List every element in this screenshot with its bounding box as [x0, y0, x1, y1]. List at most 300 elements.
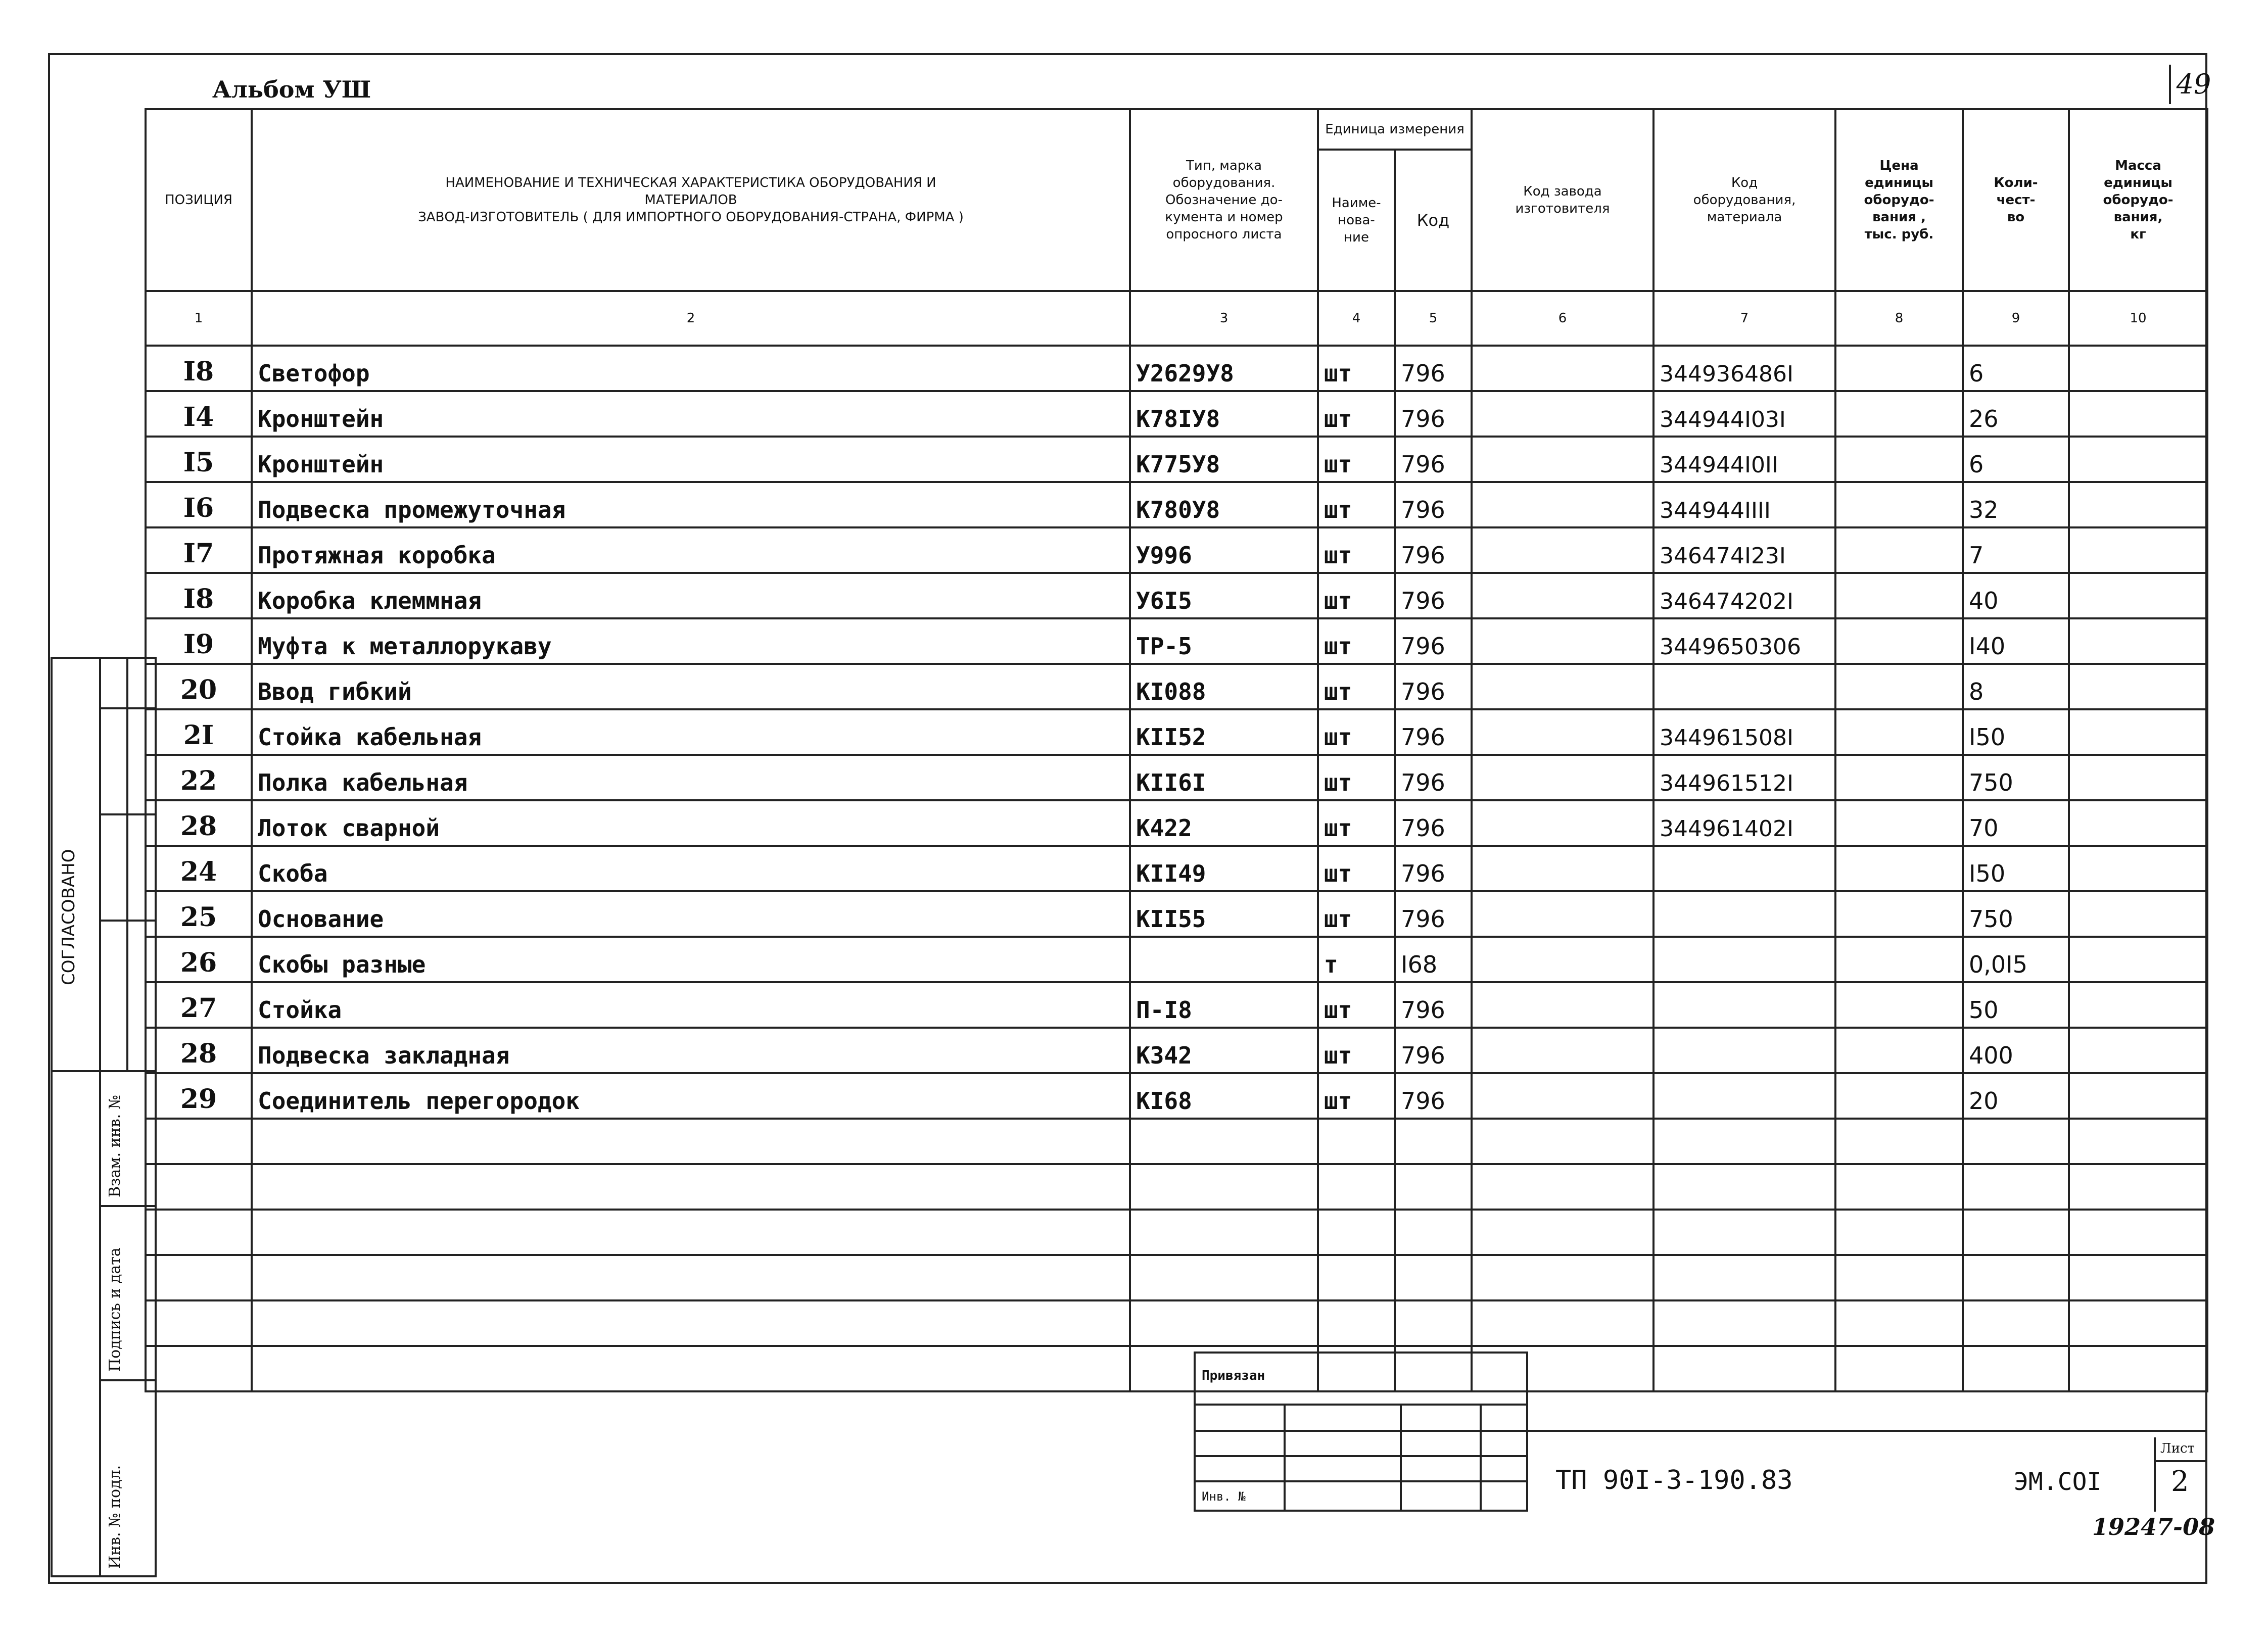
- blank-cell: [146, 1119, 252, 1164]
- name-cell: Муфта к металлорукаву: [252, 618, 1130, 664]
- quantity-cell: 400: [1963, 1028, 2069, 1073]
- table-row: [146, 846, 2207, 891]
- blank-cell: [1395, 1164, 1472, 1210]
- unit-code-cell: 796: [1395, 846, 1472, 891]
- title-block-line: [1194, 1480, 1528, 1482]
- blank-cell: [1318, 1119, 1395, 1164]
- header-factory-code: Код завода изготовителя: [1472, 109, 1653, 291]
- column-number-row: [146, 291, 2207, 346]
- material-code-cell: [1653, 937, 1835, 982]
- unit-code-cell: 796: [1395, 755, 1472, 800]
- blank-cell: [1653, 1255, 1835, 1300]
- position-cell: 22: [146, 755, 252, 800]
- table-row: [146, 937, 2207, 982]
- type-cell: К775У8: [1130, 437, 1318, 482]
- blank-cell: [1395, 1255, 1472, 1300]
- position-cell: 24: [146, 846, 252, 891]
- material-code-cell: [1653, 1028, 1835, 1073]
- table-row: [146, 527, 2207, 573]
- blank-cell: [2069, 1119, 2207, 1164]
- position-cell: 25: [146, 891, 252, 937]
- price-cell: [1835, 437, 1963, 482]
- price-cell: [1835, 1028, 1963, 1073]
- album-title: Альбом УШ: [212, 76, 371, 103]
- blank-cell: [2069, 1346, 2207, 1391]
- position-cell: I6: [146, 482, 252, 527]
- quantity-cell: 0,0I5: [1963, 937, 2069, 982]
- name-cell: Подвеска промежуточная: [252, 482, 1130, 527]
- name-cell: Стойка: [252, 982, 1130, 1028]
- material-code-cell: 344944I0II: [1653, 437, 1835, 482]
- material-code-cell: 3449650306: [1653, 618, 1835, 664]
- column-number: 7: [1653, 291, 1835, 346]
- blank-cell: [1130, 1300, 1318, 1346]
- quantity-cell: I40: [1963, 618, 2069, 664]
- type-cell: КII55: [1130, 891, 1318, 937]
- material-code-cell: 344944IIII: [1653, 482, 1835, 527]
- price-cell: [1835, 573, 1963, 618]
- price-cell: [1835, 755, 1963, 800]
- header-price: Цена единицы оборудо- вания , тыс. руб.: [1835, 109, 1963, 291]
- table-row: [146, 755, 2207, 800]
- unit-code-cell: 796: [1395, 1028, 1472, 1073]
- unit-code-cell: 796: [1395, 527, 1472, 573]
- column-number: 1: [146, 291, 252, 346]
- material-code-cell: 346474I23I: [1653, 527, 1835, 573]
- column-number: 2: [252, 291, 1130, 346]
- name-cell: Лоток сварной: [252, 800, 1130, 846]
- blank-cell: [1395, 1119, 1472, 1164]
- type-cell: У996: [1130, 527, 1318, 573]
- blank-cell: [1963, 1164, 2069, 1210]
- blank-cell: [252, 1210, 1130, 1255]
- blank-cell: [1395, 1300, 1472, 1346]
- blank-cell: [1318, 1164, 1395, 1210]
- name-cell: Соединитель перегородок: [252, 1073, 1130, 1119]
- blank-cell: [1472, 1119, 1653, 1164]
- blank-cell: [1835, 1255, 1963, 1300]
- unit-cell: шт: [1318, 891, 1395, 937]
- column-number: 5: [1395, 291, 1472, 346]
- sheet-code: ЭМ.СОI: [2014, 1468, 2102, 1496]
- unit-code-cell: 796: [1395, 482, 1472, 527]
- unit-cell: шт: [1318, 982, 1395, 1028]
- price-cell: [1835, 937, 1963, 982]
- unit-code-cell: 796: [1395, 618, 1472, 664]
- unit-cell: шт: [1318, 527, 1395, 573]
- header-unit-name: Наиме- нова- ние: [1318, 150, 1395, 291]
- type-cell: ТР-5: [1130, 618, 1318, 664]
- title-block-line: [2154, 1460, 2206, 1462]
- position-cell: I4: [146, 391, 252, 437]
- inv-replace-label: Взам. инв. №: [106, 1094, 124, 1197]
- unit-cell: шт: [1318, 1028, 1395, 1073]
- unit-code-cell: 796: [1395, 346, 1472, 391]
- mass-cell: [2069, 437, 2207, 482]
- blank-cell: [1472, 1255, 1653, 1300]
- table-row: [146, 618, 2207, 664]
- position-cell: 20: [146, 664, 252, 709]
- table-row: [146, 391, 2207, 437]
- title-block-line: [1194, 1404, 1528, 1406]
- blank-cell: [146, 1346, 252, 1391]
- blank-cell: [1653, 1119, 1835, 1164]
- blank-cell: [1318, 1255, 1395, 1300]
- title-block-line: [1284, 1404, 1286, 1512]
- blank-cell: [1963, 1346, 2069, 1391]
- name-cell: Подвеска закладная: [252, 1028, 1130, 1073]
- sheet-number: 2: [2171, 1465, 2189, 1498]
- mass-cell: [2069, 846, 2207, 891]
- unit-cell: шт: [1318, 664, 1395, 709]
- blank-row: [146, 1346, 2207, 1391]
- quantity-cell: 32: [1963, 482, 2069, 527]
- blank-cell: [1130, 1119, 1318, 1164]
- position-cell: 27: [146, 982, 252, 1028]
- header-unit-code: Код: [1395, 150, 1472, 291]
- mass-cell: [2069, 1073, 2207, 1119]
- factory-code-cell: [1472, 664, 1653, 709]
- quantity-cell: 70: [1963, 800, 2069, 846]
- type-cell: У2629У8: [1130, 346, 1318, 391]
- table-row: [146, 437, 2207, 482]
- table-row: [146, 1028, 2207, 1073]
- blank-cell: [2069, 1300, 2207, 1346]
- position-cell: I7: [146, 527, 252, 573]
- inv-number-label: Инв. №: [1202, 1489, 1246, 1504]
- table-row: [146, 664, 2207, 709]
- unit-cell: шт: [1318, 846, 1395, 891]
- mass-cell: [2069, 346, 2207, 391]
- blank-cell: [1653, 1300, 1835, 1346]
- specification-table: [145, 108, 2208, 1392]
- header-unit: Единица измерения: [1318, 109, 1472, 150]
- quantity-cell: I50: [1963, 846, 2069, 891]
- unit-cell: шт: [1318, 346, 1395, 391]
- header-position: ПОЗИЦИЯ: [146, 109, 252, 291]
- unit-cell: шт: [1318, 618, 1395, 664]
- material-code-cell: 344961402I: [1653, 800, 1835, 846]
- mass-cell: [2069, 1028, 2207, 1073]
- header-quantity: Коли- чест- во: [1963, 109, 2069, 291]
- material-code-cell: 344936486I: [1653, 346, 1835, 391]
- sign-date-label: Подпись и дата: [106, 1247, 124, 1372]
- blank-cell: [1472, 1164, 1653, 1210]
- table-row: [146, 709, 2207, 755]
- factory-code-cell: [1472, 437, 1653, 482]
- unit-cell: шт: [1318, 391, 1395, 437]
- material-code-cell: 344944I03I: [1653, 391, 1835, 437]
- material-code-cell: [1653, 664, 1835, 709]
- position-cell: 28: [146, 1028, 252, 1073]
- column-number: 10: [2069, 291, 2207, 346]
- side-divider: [99, 657, 101, 1072]
- type-cell: КII6I: [1130, 755, 1318, 800]
- blank-cell: [252, 1346, 1130, 1391]
- mass-cell: [2069, 755, 2207, 800]
- name-cell: Основание: [252, 891, 1130, 937]
- side-divider: [99, 920, 157, 922]
- unit-code-cell: 796: [1395, 1073, 1472, 1119]
- type-cell: К78IУ8: [1130, 391, 1318, 437]
- mass-cell: [2069, 482, 2207, 527]
- blank-cell: [1653, 1346, 1835, 1391]
- quantity-cell: 750: [1963, 891, 2069, 937]
- unit-code-cell: 796: [1395, 982, 1472, 1028]
- quantity-cell: I50: [1963, 709, 2069, 755]
- factory-code-cell: [1472, 800, 1653, 846]
- privyazan-label: Привязан: [1202, 1368, 1265, 1383]
- unit-cell: шт: [1318, 800, 1395, 846]
- name-cell: Коробка клеммная: [252, 573, 1130, 618]
- quantity-cell: 8: [1963, 664, 2069, 709]
- column-number: 4: [1318, 291, 1395, 346]
- mass-cell: [2069, 391, 2207, 437]
- unit-cell: шт: [1318, 709, 1395, 755]
- price-cell: [1835, 982, 1963, 1028]
- column-number: 6: [1472, 291, 1653, 346]
- blank-cell: [1653, 1164, 1835, 1210]
- price-cell: [1835, 391, 1963, 437]
- price-cell: [1835, 1073, 1963, 1119]
- agreed-label: СОГЛАСОВАНО: [59, 849, 79, 985]
- unit-code-cell: 796: [1395, 391, 1472, 437]
- position-cell: I8: [146, 573, 252, 618]
- factory-code-cell: [1472, 346, 1653, 391]
- table-row: [146, 573, 2207, 618]
- header-mass: Масса единицы оборудо- вания, кг: [2069, 109, 2207, 291]
- price-cell: [1835, 346, 1963, 391]
- factory-code-cell: [1472, 482, 1653, 527]
- mass-cell: [2069, 527, 2207, 573]
- document-code: ТП 90I-3-190.83: [1555, 1465, 1793, 1495]
- blank-row: [146, 1300, 2207, 1346]
- blank-cell: [1395, 1210, 1472, 1255]
- material-code-cell: 344961508I: [1653, 709, 1835, 755]
- price-cell: [1835, 482, 1963, 527]
- name-cell: Протяжная коробка: [252, 527, 1130, 573]
- factory-code-cell: [1472, 618, 1653, 664]
- name-cell: Скобы разные: [252, 937, 1130, 982]
- blank-cell: [146, 1164, 252, 1210]
- side-divider: [51, 1070, 157, 1072]
- name-cell: Стойка кабельная: [252, 709, 1130, 755]
- blank-cell: [252, 1300, 1130, 1346]
- type-cell: КI68: [1130, 1073, 1318, 1119]
- position-cell: 2I: [146, 709, 252, 755]
- mass-cell: [2069, 618, 2207, 664]
- factory-code-cell: [1472, 1073, 1653, 1119]
- type-cell: К342: [1130, 1028, 1318, 1073]
- blank-cell: [1835, 1210, 1963, 1255]
- price-cell: [1835, 709, 1963, 755]
- header-name: НАИМЕНОВАНИЕ И ТЕХНИЧЕСКАЯ ХАРАКТЕРИСТИКА ОБОРУДОВАНИЯ И МАТЕРИАЛОВ ЗАВОД-ИЗГОТОВИТЕЛЬ ( ДЛЯ ИМПОРТНОГО ОБОРУДОВАНИЯ-СТРАНА, ФИРМА ): [252, 109, 1130, 291]
- factory-code-cell: [1472, 573, 1653, 618]
- type-cell: П-I8: [1130, 982, 1318, 1028]
- factory-code-cell: [1472, 937, 1653, 982]
- unit-code-cell: 796: [1395, 573, 1472, 618]
- header-material-code: Код оборудования, материала: [1653, 109, 1835, 291]
- type-cell: [1130, 937, 1318, 982]
- blank-cell: [1653, 1210, 1835, 1255]
- mass-cell: [2069, 891, 2207, 937]
- material-code-cell: [1653, 1073, 1835, 1119]
- blank-cell: [1963, 1255, 2069, 1300]
- side-divider: [99, 813, 157, 815]
- unit-code-cell: 796: [1395, 800, 1472, 846]
- blank-cell: [2069, 1255, 2207, 1300]
- quantity-cell: 26: [1963, 391, 2069, 437]
- type-cell: К780У8: [1130, 482, 1318, 527]
- material-code-cell: [1653, 846, 1835, 891]
- table-row: [146, 891, 2207, 937]
- blank-cell: [1963, 1119, 2069, 1164]
- blank-cell: [1318, 1210, 1395, 1255]
- name-cell: Кронштейн: [252, 391, 1130, 437]
- blank-row: [146, 1119, 2207, 1164]
- blank-cell: [1963, 1300, 2069, 1346]
- unit-cell: шт: [1318, 437, 1395, 482]
- material-code-cell: [1653, 982, 1835, 1028]
- unit-cell: шт: [1318, 755, 1395, 800]
- blank-cell: [146, 1210, 252, 1255]
- material-code-cell: 344961512I: [1653, 755, 1835, 800]
- blank-cell: [1130, 1255, 1318, 1300]
- type-cell: КII49: [1130, 846, 1318, 891]
- side-divider: [126, 657, 128, 1072]
- archive-number: 19247-08: [2092, 1513, 2215, 1540]
- inv-original-label: Инв. № подл.: [106, 1465, 124, 1569]
- table-row: [146, 346, 2207, 391]
- page-number: 49: [2169, 65, 2216, 104]
- blank-cell: [1835, 1164, 1963, 1210]
- column-number: 8: [1835, 291, 1963, 346]
- title-block-line: [2154, 1437, 2156, 1512]
- mass-cell: [2069, 937, 2207, 982]
- title-block-line: [1194, 1430, 1528, 1432]
- price-cell: [1835, 664, 1963, 709]
- name-cell: Кронштейн: [252, 437, 1130, 482]
- quantity-cell: 6: [1963, 346, 2069, 391]
- factory-code-cell: [1472, 846, 1653, 891]
- blank-cell: [1318, 1300, 1395, 1346]
- material-code-cell: [1653, 891, 1835, 937]
- blank-cell: [146, 1255, 252, 1300]
- price-cell: [1835, 846, 1963, 891]
- position-cell: I5: [146, 437, 252, 482]
- side-divider: [99, 1205, 157, 1207]
- blank-cell: [252, 1164, 1130, 1210]
- price-cell: [1835, 618, 1963, 664]
- name-cell: Светофор: [252, 346, 1130, 391]
- blank-cell: [1963, 1210, 2069, 1255]
- blank-cell: [146, 1300, 252, 1346]
- title-block-line: [1194, 1455, 1528, 1457]
- blank-cell: [252, 1255, 1130, 1300]
- factory-code-cell: [1472, 527, 1653, 573]
- material-code-cell: 346474202I: [1653, 573, 1835, 618]
- position-cell: 26: [146, 937, 252, 982]
- quantity-cell: 750: [1963, 755, 2069, 800]
- column-number: 9: [1963, 291, 2069, 346]
- table-row: [146, 800, 2207, 846]
- side-divider: [99, 1379, 157, 1381]
- unit-code-cell: 796: [1395, 709, 1472, 755]
- title-block-line: [1480, 1404, 1482, 1512]
- factory-code-cell: [1472, 891, 1653, 937]
- quantity-cell: 40: [1963, 573, 2069, 618]
- quantity-cell: 6: [1963, 437, 2069, 482]
- mass-cell: [2069, 664, 2207, 709]
- factory-code-cell: [1472, 755, 1653, 800]
- unit-cell: шт: [1318, 482, 1395, 527]
- table-row: [146, 982, 2207, 1028]
- blank-cell: [2069, 1164, 2207, 1210]
- blank-cell: [1835, 1346, 1963, 1391]
- price-cell: [1835, 891, 1963, 937]
- side-divider: [99, 707, 157, 709]
- blank-row: [146, 1255, 2207, 1300]
- unit-cell: шт: [1318, 1073, 1395, 1119]
- sheet-label: Лист: [2160, 1441, 2195, 1456]
- quantity-cell: 50: [1963, 982, 2069, 1028]
- type-cell: У6I5: [1130, 573, 1318, 618]
- factory-code-cell: [1472, 391, 1653, 437]
- blank-row: [146, 1210, 2207, 1255]
- unit-code-cell: 796: [1395, 891, 1472, 937]
- quantity-cell: 7: [1963, 527, 2069, 573]
- mass-cell: [2069, 800, 2207, 846]
- blank-row: [146, 1164, 2207, 1210]
- blank-cell: [252, 1119, 1130, 1164]
- blank-cell: [2069, 1210, 2207, 1255]
- name-cell: Полка кабельная: [252, 755, 1130, 800]
- blank-cell: [1835, 1119, 1963, 1164]
- mass-cell: [2069, 573, 2207, 618]
- title-block-line: [1400, 1404, 1402, 1512]
- table-row: [146, 482, 2207, 527]
- position-cell: I8: [146, 346, 252, 391]
- type-cell: КII52: [1130, 709, 1318, 755]
- blank-cell: [1472, 1300, 1653, 1346]
- column-number: 3: [1130, 291, 1318, 346]
- price-cell: [1835, 527, 1963, 573]
- side-approval-block: [51, 657, 157, 1577]
- name-cell: Скоба: [252, 846, 1130, 891]
- price-cell: [1835, 800, 1963, 846]
- table-row: [146, 1073, 2207, 1119]
- side-divider: [99, 1070, 101, 1577]
- unit-code-cell: I68: [1395, 937, 1472, 982]
- blank-cell: [1835, 1300, 1963, 1346]
- quantity-cell: 20: [1963, 1073, 2069, 1119]
- mass-cell: [2069, 982, 2207, 1028]
- blank-cell: [1130, 1164, 1318, 1210]
- unit-cell: т: [1318, 937, 1395, 982]
- name-cell: Ввод гибкий: [252, 664, 1130, 709]
- blank-cell: [1130, 1210, 1318, 1255]
- position-cell: 28: [146, 800, 252, 846]
- unit-code-cell: 796: [1395, 664, 1472, 709]
- position-cell: I9: [146, 618, 252, 664]
- unit-cell: шт: [1318, 573, 1395, 618]
- type-cell: КI088: [1130, 664, 1318, 709]
- blank-cell: [1472, 1210, 1653, 1255]
- type-cell: К422: [1130, 800, 1318, 846]
- position-cell: 29: [146, 1073, 252, 1119]
- header-type: Тип, марка оборудования. Обозначение до- кумента и номер опросного листа: [1130, 109, 1318, 291]
- factory-code-cell: [1472, 709, 1653, 755]
